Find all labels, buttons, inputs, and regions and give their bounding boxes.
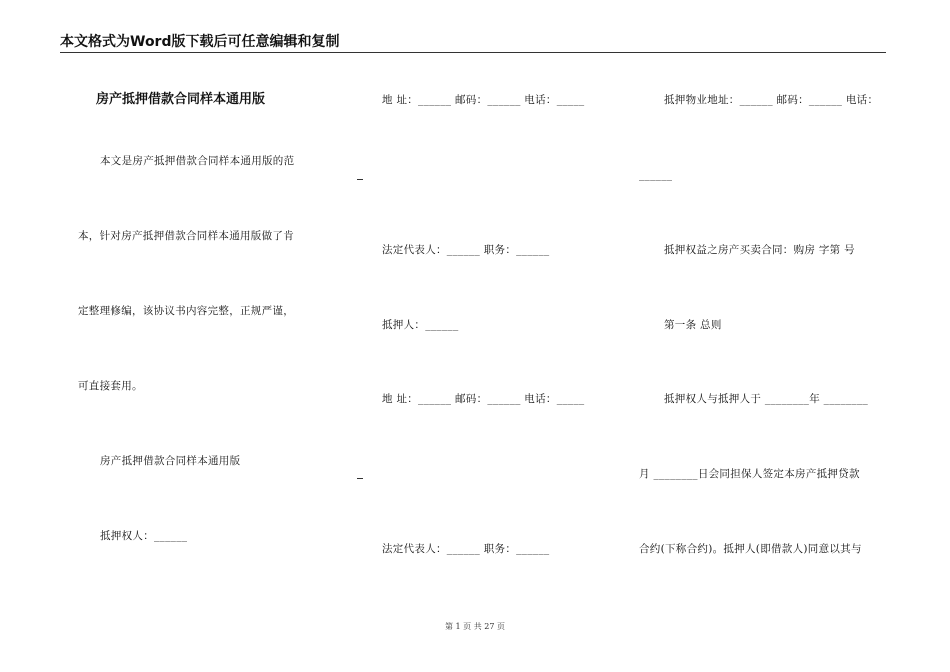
header-title: 本文格式为Word版下载后可任意编辑和复制 [60, 34, 340, 50]
column3-line: ______ [639, 169, 673, 181]
column3-line: 抵押物业地址：______ 邮码：______ 电话： [664, 94, 879, 106]
column3-line: 月 ________日会同担保人签定本房产抵押贷款 [639, 468, 860, 480]
separator-mark [357, 478, 363, 479]
column1-line: 本文是房产抵押借款合同样本通用版的范 [100, 155, 295, 167]
column1-line: 抵押权人：______ [100, 530, 188, 542]
column2-line: 地 址：______ 邮码：______ 电话：_____ [382, 393, 585, 405]
column2-line: 地 址：______ 邮码：______ 电话：_____ [382, 94, 585, 106]
document-title: 房产抵押借款合同样本通用版 [96, 92, 266, 107]
page-number: 第 1 页 共 27 页 [445, 622, 505, 631]
separator-mark [357, 179, 363, 180]
column2-line: 抵押人：______ [382, 319, 459, 331]
column3-line: 抵押权人与抵押人于 ________年 ________ [664, 393, 869, 405]
column3-line: 抵押权益之房产买卖合同：购房 字第 号 [664, 244, 855, 256]
column1-line: 本，针对房产抵押借款合同样本通用版做了肯 [78, 230, 294, 242]
column1-line: 房产抵押借款合同样本通用版 [100, 455, 241, 467]
document-header [60, 34, 886, 53]
column3-line: 第一条 总则 [664, 319, 722, 331]
column1-line: 可直接套用。 [78, 380, 143, 392]
column2-line: 法定代表人：______ 职务：______ [382, 543, 550, 555]
column1-line: 定整理修编，该协议书内容完整，正规严谨， [78, 305, 294, 317]
column2-line: 法定代表人：______ 职务：______ [382, 244, 550, 256]
column3-line: 合约(下称合约)。抵押人(即借款人)同意以其与 [639, 543, 862, 555]
